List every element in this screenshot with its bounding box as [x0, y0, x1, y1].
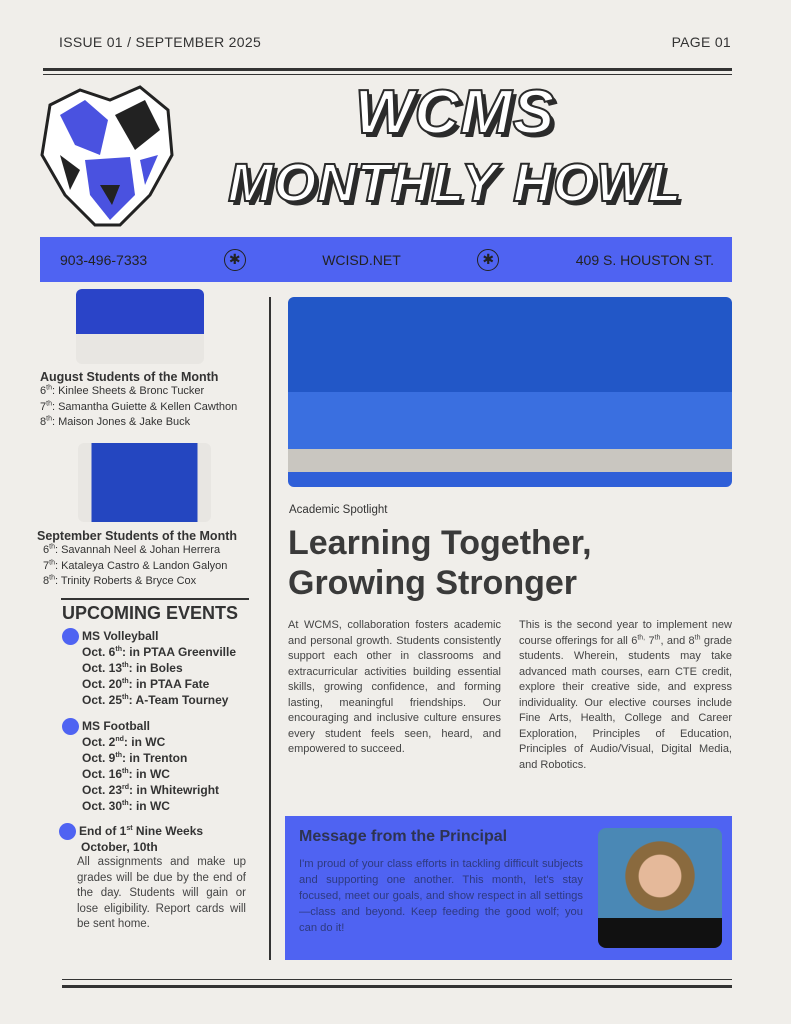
text: 8	[43, 575, 50, 587]
headline-line-1: Learning Together,	[288, 524, 592, 562]
text: th	[122, 662, 129, 669]
list-item	[82, 766, 262, 782]
top-rule	[43, 68, 732, 71]
bullet-icon	[62, 628, 79, 645]
text: th	[115, 646, 122, 653]
text: nd	[115, 736, 124, 743]
text: 6	[40, 385, 47, 397]
article-headline	[288, 523, 592, 603]
event-football	[82, 719, 262, 814]
text: This is the second year to implement new course offerings for all 6	[519, 619, 732, 647]
wolf-logo	[40, 85, 176, 230]
list-item	[82, 660, 262, 676]
list-item	[40, 400, 268, 416]
august-heading: August Students of the Month	[40, 370, 219, 384]
text: th	[46, 399, 52, 407]
event-title: End of 1	[79, 824, 127, 838]
text: : A-Team Tourney	[128, 693, 229, 707]
text: th	[46, 415, 52, 423]
asterisk-icon: ✱	[224, 249, 246, 271]
text: : in PTAA Fate	[128, 677, 210, 691]
text: 6	[43, 544, 50, 556]
text: , and 8	[660, 634, 695, 647]
text: th	[694, 633, 701, 641]
text: th	[49, 558, 55, 566]
text: th	[49, 543, 55, 551]
text: th	[122, 768, 129, 775]
september-heading: September Students of the Month	[37, 529, 237, 543]
text: Oct. 6	[82, 645, 116, 659]
sup: st	[126, 825, 133, 832]
events-heading: UPCOMING EVENTS	[62, 603, 239, 623]
list-item	[43, 574, 267, 590]
text: th	[654, 633, 661, 641]
list-item	[82, 692, 262, 708]
event-title-rest: Nine Weeks	[132, 824, 204, 838]
list-item	[82, 676, 262, 692]
contact-bar	[40, 237, 732, 282]
article-column-1: At WCMS, collaboration fosters academic and personal growth. Students consistently support each other in classrooms and extracurricular activities building essential skills, growing confidence, and forming lasting, meaningful friendships. Our encouraging and inclusive culture ensures every student feels seen, heard, and empowered to succeed.	[288, 619, 501, 755]
text: th,	[637, 633, 646, 641]
text: th	[46, 384, 52, 392]
article-kicker: Academic Spotlight	[289, 504, 388, 516]
text: : Kinlee Sheets & Bronc Tucker	[51, 385, 205, 397]
list-item	[82, 644, 262, 660]
phone-number: 903-496-7333	[60, 251, 148, 268]
staff-group-photo	[288, 297, 732, 487]
text: Oct. 20	[82, 677, 123, 691]
text: Oct. 13	[82, 661, 123, 675]
list-item	[82, 750, 262, 766]
event-date: October, 10th	[81, 840, 158, 854]
event-description: All assignments and make up grades will be due by the end of the day. Students will gain or lose eligibility. Report cards will be sent home.	[77, 856, 246, 930]
principal-photo	[598, 828, 722, 948]
list-item	[82, 734, 262, 750]
text: 7	[645, 634, 655, 647]
text: th	[122, 800, 129, 807]
text: Oct. 25	[82, 693, 123, 707]
text: Oct. 16	[82, 767, 123, 781]
event-title: MS Volleyball	[82, 629, 159, 643]
text: 7	[43, 559, 50, 572]
text: : Samantha Guiette & Kellen Cawthon	[51, 400, 238, 413]
list-item	[82, 782, 262, 798]
text: Oct. 2	[82, 735, 116, 749]
event-nine-weeks	[79, 824, 246, 933]
august-students-photo	[76, 289, 204, 364]
text: Oct. 9	[82, 751, 116, 765]
text: : in WC	[128, 799, 170, 813]
text: : Trinity Roberts & Bryce Cox	[54, 575, 197, 587]
list-item	[82, 798, 262, 814]
text: : Maison Jones & Jake Buck	[51, 416, 191, 428]
headline-line-2: Growing Stronger	[288, 564, 577, 602]
title-wcms: WCMS	[354, 78, 556, 147]
september-section	[37, 529, 267, 590]
principal-message: I'm proud of your class efforts in tackling difficult subjects and supporting one another. This month, let's stay focused, meet our goals, and show respect in all settings—class and beyond. Keep feeding the good wolf; you can do it!	[299, 858, 583, 934]
text: : Kataleya Castro & Landon Galyon	[54, 559, 228, 572]
text: th	[115, 752, 122, 759]
list-item	[40, 415, 268, 431]
text: 7	[40, 400, 47, 413]
issue-label: ISSUE 01 / SEPTEMBER 2025	[59, 34, 262, 50]
list-item	[40, 384, 268, 400]
column-divider	[269, 297, 271, 960]
text: : in WC	[128, 767, 170, 781]
page-label: PAGE 01	[671, 34, 731, 50]
asterisk-icon: ✱	[477, 249, 499, 271]
text: : in Trenton	[121, 751, 188, 765]
bullet-icon	[59, 823, 76, 840]
list-item	[43, 559, 267, 575]
list-item	[43, 543, 267, 559]
events-rule	[61, 598, 249, 600]
event-title: MS Football	[82, 719, 150, 733]
principal-heading: Message from the Principal	[299, 828, 508, 845]
text: : in PTAA Greenville	[121, 645, 236, 659]
bottom-rule-thin	[62, 979, 732, 980]
text: Oct. 30	[82, 799, 123, 813]
bullet-icon	[62, 718, 79, 735]
event-volleyball	[82, 629, 262, 708]
top-rule-thin	[43, 74, 732, 75]
text: th	[49, 574, 55, 582]
text: : in Whitewright	[129, 783, 220, 797]
august-section	[40, 370, 268, 431]
text: 8	[40, 416, 47, 428]
title-monthly-howl: MONTHLY HOWL	[228, 153, 682, 213]
text: : in WC	[123, 735, 166, 749]
text: th	[122, 694, 129, 701]
article-column-2	[519, 618, 732, 773]
text: Oct. 23	[82, 783, 123, 797]
september-students-photo	[78, 443, 211, 522]
bottom-rule	[62, 985, 732, 988]
text: rd	[122, 784, 130, 791]
address: 409 S. HOUSTON ST.	[575, 251, 714, 268]
principal-message-box	[285, 816, 732, 960]
text: grade students. Wherein, students may take advanced math courses, earn CTE credit, explore their creative side, and express individuality. Our elective courses include Fine Arts, Health, College and Career Exploration, Principles of Education, Principles of Audio/Visual, Digital Media, and Robotics.	[519, 634, 732, 771]
text: th	[122, 678, 129, 685]
website-link[interactable]: WCISD.NET	[322, 251, 401, 268]
text: : Savannah Neel & Johan Herrera	[54, 544, 221, 556]
text: : in Boles	[128, 661, 183, 675]
